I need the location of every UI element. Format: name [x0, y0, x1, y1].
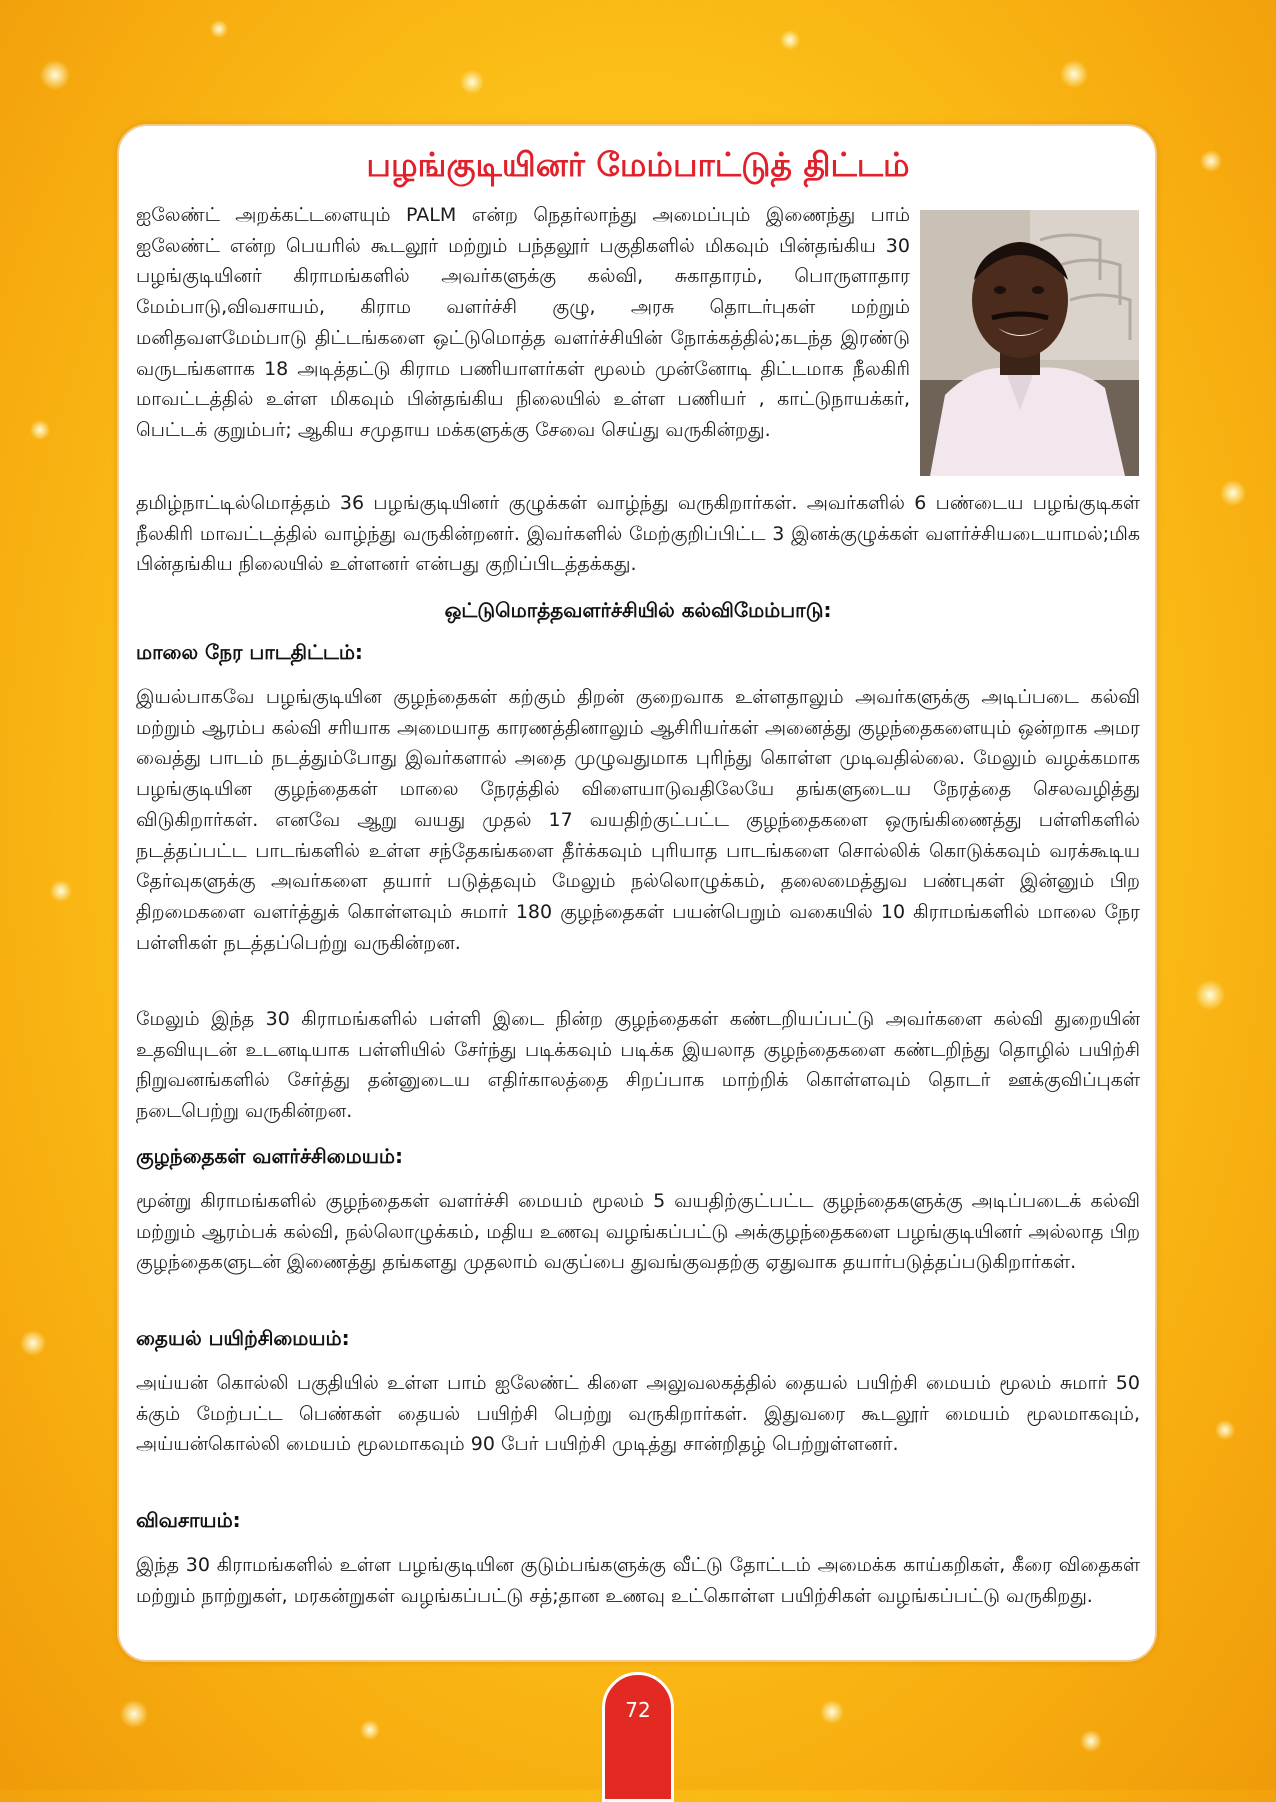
tailoring-paragraph: அய்யன் கொல்லி பகுதியில் உள்ள பாம் ஐலேண்ட் கிளை அலுவலகத்தில் தையல் பயிற்சி மையம் மூலம் சுமார் 50 க்கும் மேற்பட்ட பெண்கள் தையல் பயிற்சி பெற்று வருகிறார்கள். இதுவரை கூடலூர் மையம் மூலமாகவும், அய்யன்கொல்லி மையம் மூலமாகவும் 90 பேர் பயிற்சி முடித்து சான்றிதழ் பெற்றுள்ளனர்.: [136, 1372, 1140, 1456]
sparkle: [1215, 1420, 1235, 1440]
sparkle: [820, 1700, 844, 1724]
childcare-paragraph: மூன்று கிராமங்களில் குழந்தைகள் வளர்ச்சி மையம் மூலம் 5 வயதிற்குட்பட்ட குழந்தைகளுக்கு அடிப்படைக் கல்வி மற்றும் ஆரம்பக் கல்வி, நல்லொழுக்கம், மதிய உணவு வழங்கப்பட்டு அக்குழந்தைகளை பழங்குடியினர் அல்லாத பிற குழந்தைகளுடன் இணைத்து தங்களது முதலாம் வகுப்பை துவங்குவதற்கு ஏதுவாக தயார்படுத்தப்படுகிறார்கள்.: [136, 1190, 1140, 1274]
childcare-heading: குழந்தைகள் வளர்ச்சிமையம்:: [136, 1144, 403, 1168]
portrait-photo: [920, 210, 1139, 476]
tailoring-heading: தையல் பயிற்சிமையம்:: [136, 1326, 350, 1350]
page-number-tab: [602, 1672, 674, 1802]
evening-class-heading: மாலை நேர பாடதிட்டம்:: [136, 640, 363, 664]
agriculture-heading: விவசாயம்:: [136, 1508, 241, 1532]
sparkle: [1220, 480, 1246, 506]
intro-paragraph: ஐலேண்ட் அறக்கட்டளையும் PALM என்ற நெதர்லாந்து அமைப்பும் இணைந்து பாம் ஐலேண்ட் என்ற பெயரில் கூடலூர் மற்றும் பந்தலூர் பகுதிகளில் மிகவும் பின்தங்கிய 30 பழங்குடியினர் கிராமங்களில் அவர்களுக்கு கல்வி, சுகாதாரம், பொருளாதார மேம்பாடு,விவசாயம், கிராம வளர்ச்சி குழு, அரசு தொடர்புகள் மற்றும் மனிதவளமேம்பாடு திட்டங்களை ஒட்டுமொத்த வளர்ச்சியின் நோக்கத்தில்;கடந்த இரண்டு வருடங்களாக 18 அடித்தட்டு கிராம பணியாளர்கள் மூலம் முன்னோடி திட்டமாக நீலகிரி மாவட்டத்தில் உள்ள மிகவும் பின்தங்கிய நிலையில் உள்ள பணியர் , காட்டுநாயக்கர், பெட்டக் குறும்பர்; ஆகிய சமுதாய மக்களுக்கு சேவை செய்து வருகின்றது.: [136, 204, 910, 441]
education-heading: ஒட்டுமொத்தவளர்ச்சியில் கல்விமேம்பாடு:: [444, 598, 832, 622]
sparkle: [780, 30, 800, 50]
sparkle: [50, 880, 72, 902]
sparkle: [120, 1700, 148, 1728]
sparkle: [1195, 980, 1225, 1010]
sparkle: [360, 1720, 380, 1740]
agriculture-paragraph: இந்த 30 கிராமங்களில் உள்ள பழங்குடியின குடும்பங்களுக்கு வீட்டு தோட்டம் அமைக்க காய்கறிகள், கீரை விதைகள் மற்றும் நாற்றுகள், மரகன்றுகள் வழங்கப்பட்டு சத்;தான உணவு உட்கொள்ள பயிற்சிகள் வழங்கப்பட்டு வருகிறது.: [136, 1554, 1140, 1607]
sparkle: [20, 1330, 46, 1356]
evening-class-paragraph: இயல்பாகவே பழங்குடியின குழந்தைகள் கற்கும் திறன் குறைவாக உள்ளதாலும் அவர்களுக்கு அடிப்படை கல்வி மற்றும் ஆரம்ப கல்வி சரியாக அமையாத காரணத்தினாலும் ஆசிரியர்கள் அனைத்து குழந்தைகளையும் ஒன்றாக அமர வைத்து பாடம் நடத்தும்போது இவர்களால் அதை முழுவதுமாக புரிந்து கொள்ள முடிவதில்லை. மேலும் வழக்கமாக பழங்குடியின குழந்தைகள் மாலை நேரத்தில் விளையாடுவதிலேயே தங்களுடைய நேரத்தை செலவழித்து விடுகிறார்கள். எனவே ஆறு வயது முதல் 17 வயதிற்குட்பட்ட குழந்தைகளை ஒருங்கிணைத்து பள்ளிகளில் நடத்தப்பட்ட பாடங்களில் உள்ள சந்தேகங்களை தீர்க்கவும் புரியாத பாடங்களை சொல்லிக் கொடுக்கவும் வரக்கூடிய தேர்வுகளுக்கு அவர்களை தயார் படுத்தவும் மேலும் நல்லொழுக்கம், தலைமைத்துவ பண்புகள் இன்னும் பிற திறமைகளை வளர்த்துக் கொள்ளவும் சுமார் 180 குழந்தைகள் பயன்பெறும் வகையில் 10 கிராமங்களில் மாலை நேர பள்ளிகள் நடத்தப்பெற்று வருகின்றன.: [136, 686, 1140, 954]
sparkle: [1060, 60, 1088, 88]
portrait-illustration: [920, 210, 1139, 476]
page-number: 72: [625, 1698, 651, 1722]
sparkle: [210, 20, 228, 38]
sparkle: [40, 60, 70, 90]
tribes-paragraph: தமிழ்நாட்டில்மொத்தம் 36 பழங்குடியினர் குழுக்கள் வாழ்ந்து வருகிறார்கள். அவர்களில் 6 பண்டைய பழங்குடிகள் நீலகிரி மாவட்டத்தில் வாழ்ந்து வருகின்றனர். இவர்களில் மேற்குறிப்பிட்ட 3 இனக்குழுக்கள் வளர்ச்சியடையாமல்;மிக பின்தங்கிய நிலையில் உள்ளனர் என்பது குறிப்பிடத்தக்கது.: [136, 492, 1140, 576]
sparkle: [1080, 1730, 1102, 1752]
sparkle: [460, 70, 484, 94]
sparkle: [30, 420, 50, 440]
page-title: பழங்குடியினர் மேம்பாட்டுத் திட்டம்: [366, 145, 910, 184]
dropout-paragraph: மேலும் இந்த 30 கிராமங்களில் பள்ளி இடை நின்ற குழந்தைகள் கண்டறியப்பட்டு அவர்களை கல்வி துறையின் உதவியுடன் உடனடியாக பள்ளியில் சேர்ந்து படிக்கவும் படிக்க இயலாத குழந்தைகளை கண்டறிந்து தொழில் பயிற்சி நிறுவனங்களில் சேர்த்து தன்னுடைய எதிர்காலத்தை சிறப்பாக மாற்றிக் கொள்ளவும் தொடர் ஊக்குவிப்புகள் நடைபெற்று வருகின்றன.: [136, 1008, 1140, 1123]
